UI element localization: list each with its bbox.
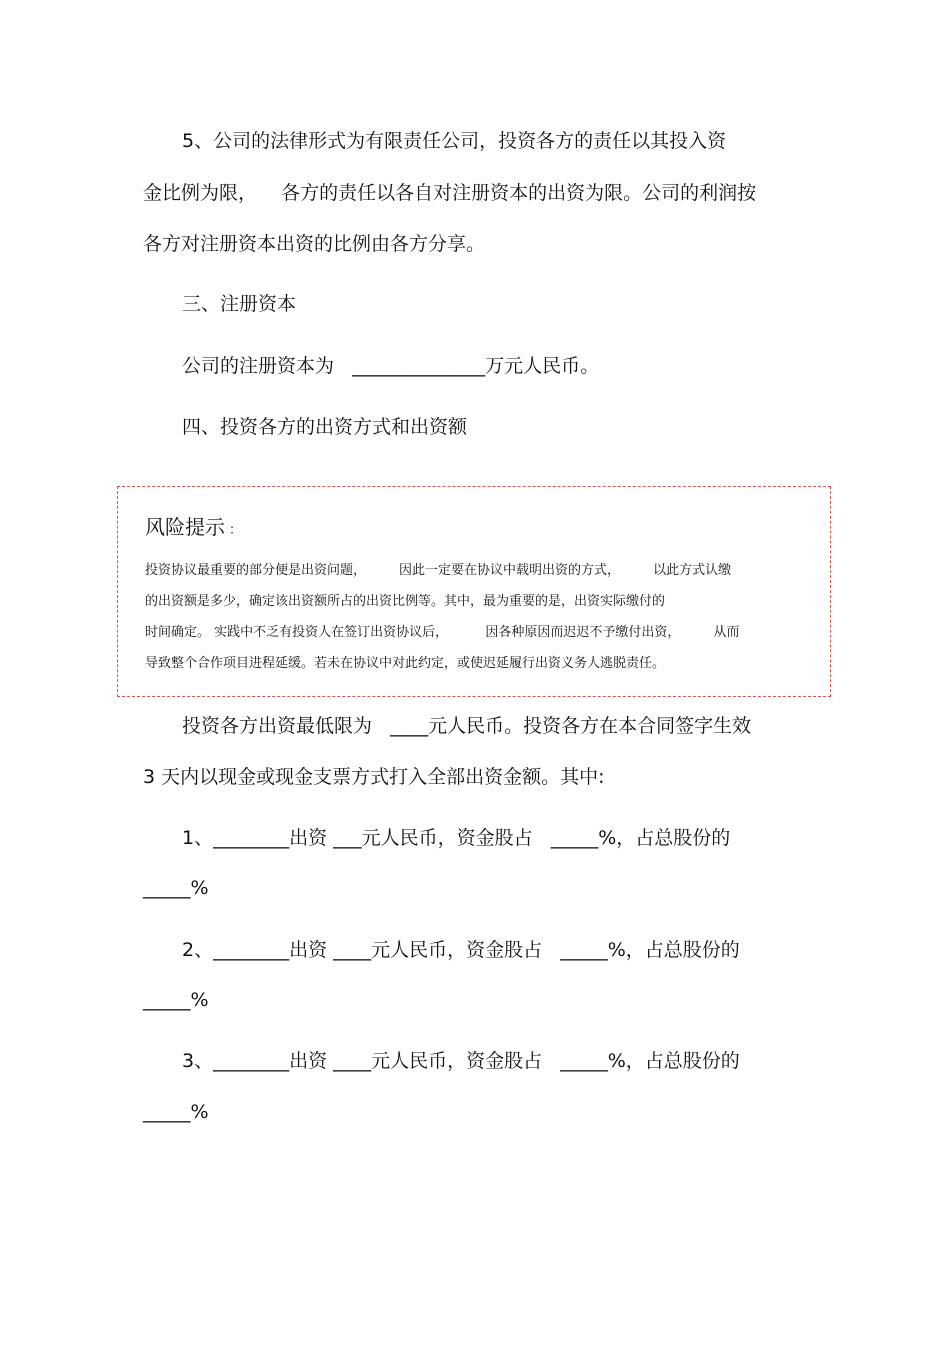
risk-notice-title: 风险提示 ： xyxy=(145,515,243,539)
section-4-heading: 四、投资各方的出资方式和出资额 xyxy=(182,416,468,438)
section-3-heading: 三、注册资本 xyxy=(182,293,297,315)
registered-capital-line: 公司的注册资本为 ______________万元人民币。 xyxy=(182,355,600,377)
clause-5-line-2: 金比例为限， 各方的责任以各自对注册资本的出资为限。公司的利润按 xyxy=(143,182,757,204)
minimum-contribution-line-1: 投资各方出资最低限为 ____元人民币。投资各方在本合同签字生效 xyxy=(182,715,752,737)
investor-2-line: 2、________出资 ____元人民币，资金股占 _____%，占总股份的 xyxy=(182,939,740,961)
clause-5-line-1: 5、公司的法律形式为有限责任公司，投资各方的责任以其投入资 xyxy=(182,130,727,152)
investor-2-share-line: _____% xyxy=(143,989,209,1011)
investor-3-share-line: _____% xyxy=(143,1101,209,1123)
minimum-contribution-line-2: 3 天内以现金或现金支票方式打入全部出资金额。其中: xyxy=(143,766,605,788)
investor-3-line: 3、________出资 ____元人民币，资金股占 _____%，占总股份的 xyxy=(182,1050,740,1072)
risk-notice-line-1: 投资协议最重要的部分便是出资问题， 因此一定要在协议中载明出资的方式， 以此方式认缴 xyxy=(145,563,732,578)
risk-notice-line-3: 时间确定。 实践中不乏有投资人在签订出资协议后， 因各种原因而迟迟不予缴付出资， 从而 xyxy=(145,625,740,640)
risk-notice-box xyxy=(117,486,831,697)
clause-5-line-3: 各方对注册资本出资的比例由各方分享。 xyxy=(143,233,486,255)
investor-1-line: 1、________出资 ___元人民币，资金股占 _____%，占总股份的 xyxy=(182,827,731,849)
risk-notice-colon: ： xyxy=(229,523,243,538)
investor-1-share-line: _____% xyxy=(143,877,209,899)
risk-notice-line-2: 的出资额是多少，确定该出资额所占的出资比例等。其中，最为重要的是，出资实际缴付的 xyxy=(145,594,666,609)
risk-notice-line-4: 导致整个合作项目进程延缓。若未在协议中对此约定，或使迟延履行出资义务人逃脱责任。 xyxy=(145,656,666,671)
